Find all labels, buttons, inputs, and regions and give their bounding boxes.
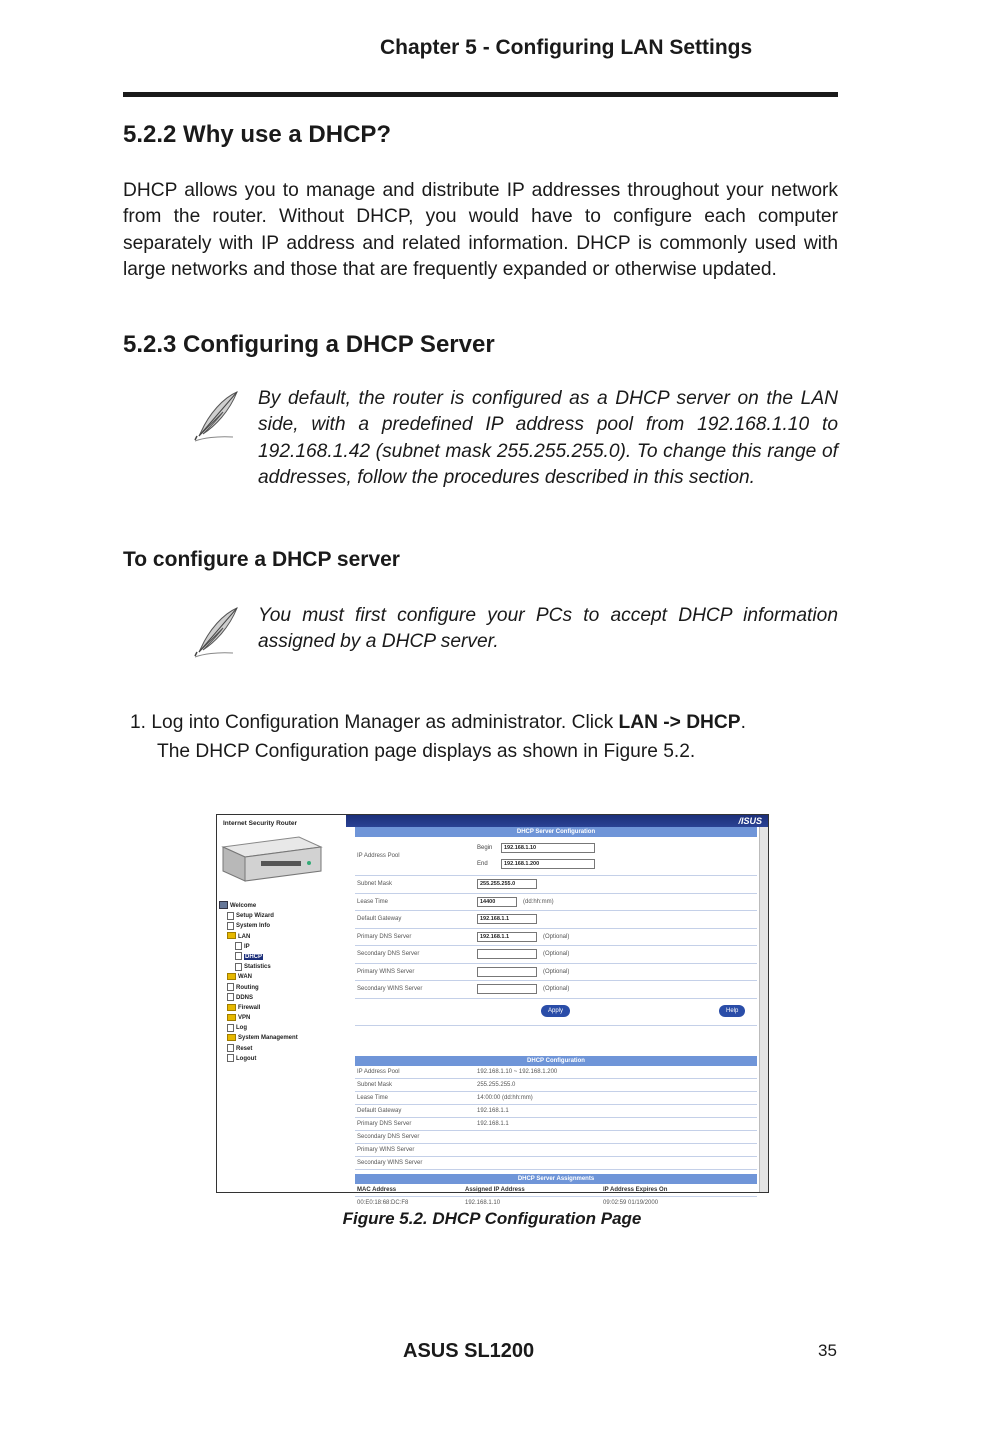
col-assigned-ip: Assigned IP Address xyxy=(465,1187,525,1194)
nav-item-system-management[interactable] xyxy=(219,1033,344,1043)
folder-icon xyxy=(227,1004,236,1011)
nav-item-label: IP xyxy=(244,943,250,950)
list-item xyxy=(355,1118,757,1131)
list-item-value: 192.168.1.10 ~ 192.168.1.200 xyxy=(477,1068,558,1075)
page-icon xyxy=(227,1054,234,1062)
list-item-value: 192.168.1.1 xyxy=(477,1120,509,1127)
page-icon xyxy=(235,952,242,960)
lease-label: Lease Time xyxy=(357,898,389,905)
server-config-heading: DHCP Server Configuration xyxy=(355,827,757,837)
begin-ip-input[interactable]: 192.168.1.10 xyxy=(501,843,595,853)
step-text: Log into Configuration Manager as administrator. Click xyxy=(151,712,619,733)
optional-hint: (Optional) xyxy=(543,986,570,993)
page-icon xyxy=(227,1044,234,1052)
list-item-label: Default Gateway xyxy=(357,1107,402,1114)
nav-item-ip[interactable] xyxy=(219,942,344,952)
nav-item-label: LAN xyxy=(238,933,251,940)
list-item-label: Secondary WINS Server xyxy=(357,1160,423,1167)
subnet-label: Subnet Mask xyxy=(357,881,393,888)
primary-wins-row xyxy=(355,964,757,982)
col-expires: IP Address Expires On xyxy=(603,1187,668,1194)
optional-hint: (Optional) xyxy=(543,933,570,940)
secondary-wins-label: Secondary WINS Server xyxy=(357,986,423,993)
nav-item-label: Log xyxy=(236,1025,247,1032)
primary-wins-label: Primary WINS Server xyxy=(357,968,415,975)
nav-item-label: Logout xyxy=(236,1055,257,1062)
list-item-label: Lease Time xyxy=(357,1094,389,1101)
begin-label: Begin xyxy=(477,845,493,851)
configure-title: To configure a DHCP server xyxy=(123,548,400,571)
list-item-value: 192.168.1.1 xyxy=(477,1107,509,1114)
expires-cell: 09:02:59 01/19/2000 xyxy=(603,1200,659,1207)
section-522-title: 5.2.2 Why use a DHCP? xyxy=(123,121,392,148)
table-row xyxy=(355,1197,757,1209)
nav-item-label: Setup Wizard xyxy=(236,913,274,920)
router-scrollbar[interactable] xyxy=(759,827,768,1192)
nav-item-setup-wizard[interactable] xyxy=(219,911,344,921)
secondary-wins-input[interactable] xyxy=(477,984,537,994)
step-menu-path: LAN -> DHCP xyxy=(618,712,741,733)
gateway-row xyxy=(355,911,757,929)
secondary-dns-row xyxy=(355,946,757,964)
step-number: 1. xyxy=(130,712,147,733)
nav-item-label: Reset xyxy=(236,1045,253,1052)
page-icon xyxy=(227,912,234,920)
section-522-body: DHCP allows you to manage and distribute IP addresses throughout your network from the router. Without DHCP, you would have to configure each computer separately with IP address and related information. DHCP is commonly used with large networks and those that are frequently expanded or otherwise updated. xyxy=(123,180,838,281)
router-brand: Internet Security Router xyxy=(223,820,298,827)
figure-caption: Figure 5.2. DHCP Configuration Page xyxy=(342,1209,642,1228)
page-icon xyxy=(227,993,234,1001)
nav-item-statistics[interactable] xyxy=(219,962,344,972)
assignments-heading: DHCP Server Assignments xyxy=(355,1174,757,1184)
optional-hint: (Optional) xyxy=(543,968,570,975)
list-item xyxy=(355,1105,757,1118)
dhcp-config-heading: DHCP Configuration xyxy=(355,1056,757,1066)
step-1 xyxy=(130,708,845,766)
end-ip-input[interactable]: 192.168.1.200 xyxy=(501,859,595,869)
spacer xyxy=(355,1026,757,1056)
list-item-value xyxy=(477,1144,757,1156)
end-label: End xyxy=(477,861,488,867)
nav-item-label: Firewall xyxy=(238,1004,261,1011)
nav-item-label: DDNS xyxy=(236,994,254,1001)
asus-logo: /ISUS xyxy=(738,816,762,826)
help-button[interactable]: Help xyxy=(719,1005,745,1017)
ip-cell: 192.168.1.10 xyxy=(465,1200,501,1207)
list-item-value xyxy=(477,1157,757,1169)
nav-item-welcome[interactable] xyxy=(219,901,344,911)
list-item-label: Primary WINS Server xyxy=(357,1147,415,1154)
computer-icon xyxy=(219,901,228,909)
page-icon xyxy=(235,942,242,950)
nav-item-logout[interactable] xyxy=(219,1054,344,1064)
nav-item-routing[interactable] xyxy=(219,983,344,993)
list-item-value: 255.255.255.0 xyxy=(477,1081,516,1088)
nav-item-label: Routing xyxy=(236,984,259,991)
gateway-label: Default Gateway xyxy=(357,916,402,923)
nav-item-firewall[interactable] xyxy=(219,1003,344,1013)
list-item-label: Primary DNS Server xyxy=(357,1120,412,1127)
list-item-value: 14:00:00 (dd:hh:mm) xyxy=(477,1094,533,1101)
page-icon xyxy=(235,963,242,971)
primary-wins-input[interactable] xyxy=(477,967,537,977)
footer-product: ASUS SL1200 xyxy=(403,1340,535,1362)
list-item-label: Secondary DNS Server xyxy=(357,1133,420,1140)
router-main-panel xyxy=(355,827,757,1209)
step-line-2: The DHCP Configuration page displays as shown in Figure 5.2. xyxy=(157,741,696,762)
nav-item-vpn[interactable] xyxy=(219,1013,344,1023)
optional-hint: (Optional) xyxy=(543,951,570,958)
section-523-title: 5.2.3 Configuring a DHCP Server xyxy=(123,331,495,358)
secondary-dns-input[interactable] xyxy=(477,949,537,959)
list-item-label: Subnet Mask xyxy=(357,1081,393,1088)
router-nav-tree xyxy=(219,901,344,1064)
ip-pool-label: IP Address Pool xyxy=(357,853,400,859)
ip-pool-row xyxy=(355,837,757,876)
nav-item-label: DHCP xyxy=(245,953,263,960)
list-item xyxy=(355,1079,757,1092)
primary-dns-label: Primary DNS Server xyxy=(357,933,412,940)
step-text-end: . xyxy=(740,712,746,733)
list-item xyxy=(355,1157,757,1170)
router-device-image xyxy=(221,833,323,885)
pc-dhcp-note: You must first configure your PCs to accept DHCP information assigned by a DHCP server. xyxy=(258,605,838,653)
secondary-wins-row xyxy=(355,981,757,999)
subnet-input[interactable]: 255.255.255.0 xyxy=(477,879,537,889)
list-item xyxy=(355,1092,757,1105)
page-icon xyxy=(227,983,234,991)
nav-item-system-info[interactable] xyxy=(219,921,344,931)
nav-item-lan[interactable] xyxy=(219,932,344,942)
list-item xyxy=(355,1131,757,1144)
assignments-header-row xyxy=(355,1184,757,1197)
list-item xyxy=(355,1066,757,1079)
gateway-input[interactable]: 192.168.1.1 xyxy=(477,914,537,924)
page-number: 35 xyxy=(818,1341,837,1360)
folder-icon xyxy=(227,973,236,980)
header-rule xyxy=(123,92,838,97)
secondary-dns-label: Secondary DNS Server xyxy=(357,951,420,958)
button-row xyxy=(355,999,757,1026)
nav-item-label: VPN xyxy=(238,1015,251,1022)
nav-item-label: System Info xyxy=(236,923,271,930)
page-icon xyxy=(227,1024,234,1032)
nav-item-label: Statistics xyxy=(244,964,271,971)
nav-item-label: System Management xyxy=(238,1035,298,1042)
mac-cell: 00:E0:18:68:DC:F8 xyxy=(357,1200,409,1207)
folder-icon xyxy=(227,932,236,939)
list-item-value xyxy=(477,1131,757,1143)
folder-icon xyxy=(227,1014,236,1021)
nav-item-dhcp[interactable] xyxy=(219,952,344,962)
nav-item-ddns[interactable] xyxy=(219,993,344,1003)
quill-note-icon xyxy=(193,388,243,458)
dhcp-config-list xyxy=(355,1066,757,1171)
lease-input[interactable]: 14400 xyxy=(477,897,517,907)
router-topbar xyxy=(346,815,768,827)
subnet-row xyxy=(355,876,757,894)
folder-icon xyxy=(227,1034,236,1041)
list-item xyxy=(355,1144,757,1157)
nav-item-log[interactable] xyxy=(219,1023,344,1033)
nav-item-reset[interactable] xyxy=(219,1044,344,1054)
chapter-header: Chapter 5 - Configuring LAN Settings xyxy=(380,36,753,59)
list-item-label: IP Address Pool xyxy=(357,1068,400,1075)
dhcp-config-screenshot xyxy=(216,814,769,1207)
page-icon xyxy=(227,922,234,930)
primary-dns-input[interactable]: 192.168.1.1 xyxy=(477,932,537,942)
router-sidebar xyxy=(217,815,346,1192)
primary-dns-row xyxy=(355,929,757,947)
default-config-note: By default, the router is configured as a DHCP server on the LAN side, with a predefined IP address pool from 192.168.1.10 to 192.168.1.42 (subnet mask 255.255.255.0). To change this range of addresses, follow the procedures described in this section. xyxy=(258,388,838,489)
lease-unit: (dd:hh:mm) xyxy=(523,898,554,905)
nav-item-label: Welcome xyxy=(230,903,257,909)
lease-row xyxy=(355,894,757,912)
nav-item-label: WAN xyxy=(238,974,252,981)
quill-note-icon xyxy=(193,604,243,674)
col-mac: MAC Address xyxy=(357,1187,397,1194)
apply-button[interactable]: Apply xyxy=(541,1005,570,1017)
nav-item-wan[interactable] xyxy=(219,972,344,982)
